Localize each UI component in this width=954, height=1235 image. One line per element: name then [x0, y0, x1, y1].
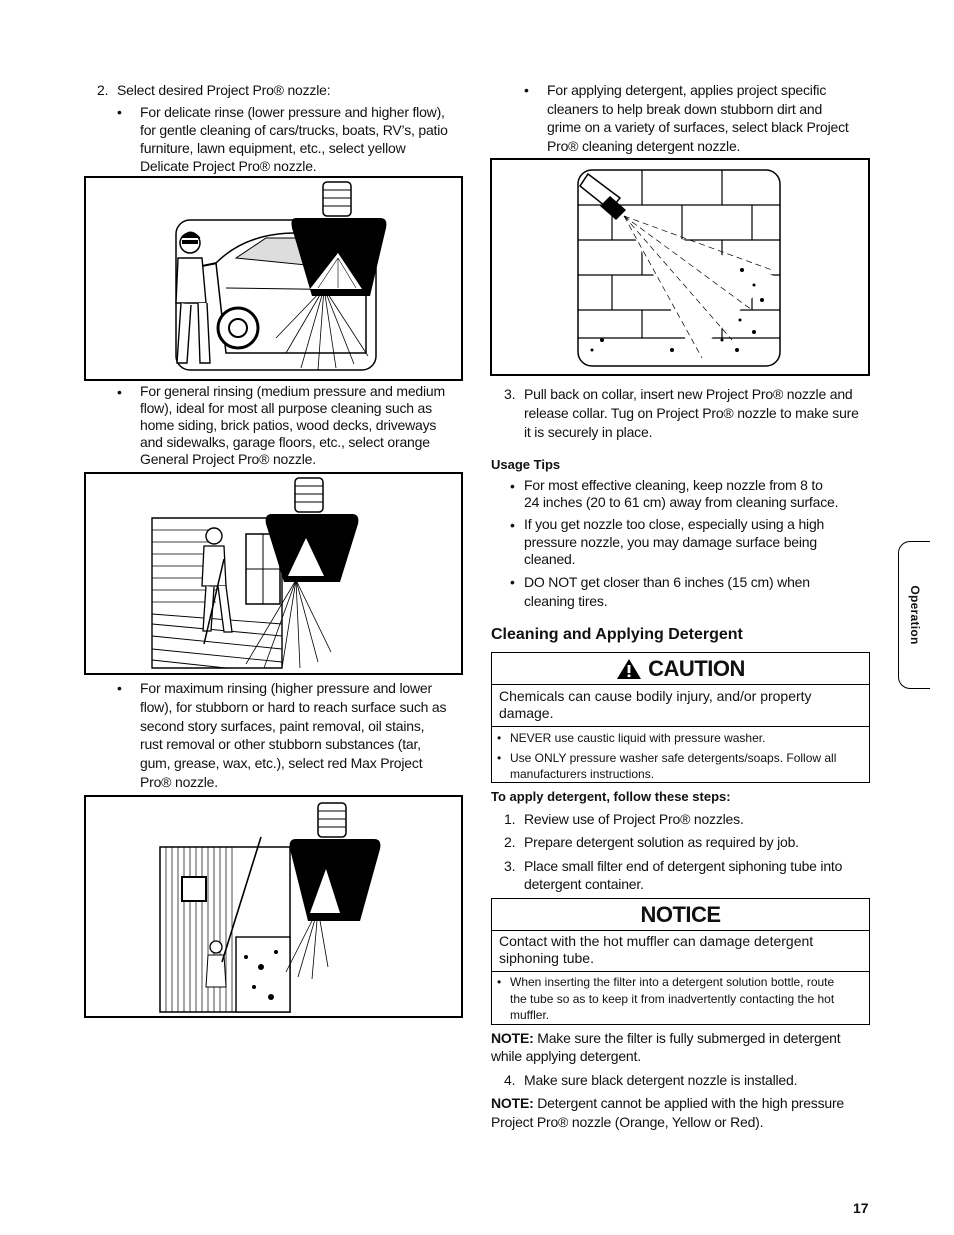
line: Contact with the hot muffler can damage detergent: [499, 933, 814, 949]
line: Pro® cleaning detergent nozzle.: [547, 137, 741, 154]
usage-tip-2: [524, 516, 824, 569]
line: Make sure the filter is fully submerged in detergent: [533, 1030, 841, 1046]
bullet: •: [497, 975, 502, 989]
figure-general-nozzle: [84, 472, 463, 675]
line: cleaned.: [524, 551, 576, 567]
note-1: [491, 1029, 840, 1065]
notice-message: [492, 931, 869, 972]
side-tab-label: Operation: [907, 585, 922, 645]
step-2-number: 2.: [97, 82, 109, 98]
line: siphoning tube.: [499, 950, 594, 966]
line: for gentle cleaning of cars/trucks, boats, RV’s, patio: [140, 122, 448, 138]
line: pressure nozzle, you may damage surface being: [524, 533, 817, 550]
step-3-number-right: 3.: [504, 858, 516, 874]
line: home siding, brick patios, wood decks, driveways: [140, 417, 437, 433]
bullet-black-nozzle: [547, 81, 849, 155]
line: 24 inches (20 to 61 cm) away from cleaning surface.: [524, 494, 839, 510]
usage-tips-title: Usage Tips: [491, 457, 561, 472]
line: For most effective cleaning, keep nozzle from 8 to: [524, 477, 823, 493]
note-2: [491, 1094, 844, 1132]
line: flow), ideal for most all purpose cleaning such as: [140, 400, 432, 416]
line: release collar. Tug on Project Pro® nozzle to make sure: [524, 405, 859, 421]
step-2-number-right: 2.: [504, 834, 516, 850]
line: NEVER use caustic liquid with pressure washer.: [510, 731, 766, 745]
steps-title: To apply detergent, follow these steps:: [491, 789, 731, 804]
line: cleaning tires.: [524, 593, 608, 609]
line: If you get nozzle too close, especially using a high: [524, 516, 825, 532]
house-wash-illustration: [86, 797, 461, 1016]
line: cleaners to help break down stubborn dirt and: [547, 100, 823, 117]
bullet: •: [117, 384, 122, 400]
figure-detergent-nozzle: [490, 158, 870, 376]
caution-item-1: [492, 727, 869, 747]
figure-delicate-nozzle: [84, 176, 463, 381]
caution-header: [492, 653, 869, 685]
deck-wash-illustration: [86, 474, 461, 673]
bullet: •: [117, 104, 122, 120]
car-wash-illustration: [86, 178, 461, 379]
line: second story surfaces, paint removal, oil stains,: [140, 717, 425, 734]
note-label: NOTE:: [491, 1095, 534, 1111]
bullet: •: [497, 750, 502, 765]
caution-item-2: [492, 747, 869, 787]
line: Pro® nozzle.: [140, 773, 218, 790]
step-2-text: Select desired Project Pro® nozzle:: [117, 82, 331, 98]
line: manufacturers instructions.: [510, 767, 655, 781]
bullet: •: [510, 478, 515, 494]
line: Pull back on collar, insert new Project Pro® nozzle and: [524, 386, 853, 402]
notice-item: [492, 972, 869, 1028]
page-number: 17: [853, 1200, 869, 1216]
line: detergent container.: [524, 876, 644, 892]
line: while applying detergent.: [491, 1048, 641, 1064]
line: For general rinsing (medium pressure and medium: [140, 383, 445, 399]
caution-box: [491, 652, 870, 783]
step-3-text-right: [524, 857, 842, 893]
bullet: •: [510, 517, 515, 533]
notice-box: [491, 898, 870, 1025]
notice-header: [492, 899, 869, 931]
line: furniture, lawn equipment, etc., select yellow: [140, 140, 406, 156]
line: For applying detergent, applies project specific: [547, 82, 827, 98]
line: it is securely in place.: [524, 424, 653, 440]
step-1-number: 1.: [504, 811, 516, 827]
caution-message: [492, 685, 869, 727]
bullet: •: [510, 574, 515, 590]
bullet-orange-nozzle: [140, 383, 445, 468]
line: rust removal or other stubborn substances (tar,: [140, 736, 421, 753]
step-2-text-right: Prepare detergent solution as required by job.: [524, 834, 799, 850]
line: Place small filter end of detergent siphoning tube into: [524, 858, 843, 874]
line: grime on a variety of surfaces, select black Project: [547, 119, 849, 135]
brick-wash-illustration: [492, 160, 868, 374]
line: the tube so as to keep it from inadvertently contacting the hot: [510, 991, 835, 1006]
step-3-text: [524, 385, 859, 442]
bullet-yellow-nozzle: [140, 103, 448, 175]
line: Delicate Project Pro® nozzle.: [140, 158, 317, 174]
line: and sidewalks, garage floors, etc., select orange: [140, 434, 430, 450]
section-title: Cleaning and Applying Detergent: [491, 626, 743, 643]
line: Use ONLY pressure washer safe detergents/soaps. Follow all: [510, 750, 837, 765]
line: When inserting the filter into a detergent solution bottle, route: [510, 975, 835, 989]
line: For delicate rinse (lower pressure and higher flow),: [140, 104, 445, 120]
step-4-text: Make sure black detergent nozzle is installed.: [524, 1072, 798, 1088]
line: DO NOT get closer than 6 inches (15 cm) when: [524, 574, 810, 590]
bullet: •: [117, 680, 122, 696]
step-3-number: 3.: [504, 386, 516, 402]
notice-title: NOTICE: [640, 901, 721, 927]
line: Chemicals can cause bodily injury, and/or property: [499, 688, 812, 704]
step-1-text: Review use of Project Pro® nozzles.: [524, 811, 744, 827]
line: flow), for stubborn or hard to reach surface such as: [140, 698, 447, 715]
note-label: NOTE:: [491, 1030, 534, 1046]
bullet: •: [497, 731, 502, 745]
line: muffler.: [510, 1008, 550, 1022]
line: Detergent cannot be applied with the high pressure: [533, 1095, 845, 1111]
figure-max-nozzle: [84, 795, 463, 1018]
section-side-tab: [898, 541, 930, 689]
caution-title: CAUTION: [648, 655, 745, 681]
usage-tip-1: [524, 477, 838, 511]
step-4-number: 4.: [504, 1072, 516, 1088]
bullet-red-nozzle: [140, 679, 446, 792]
usage-tip-3: [524, 573, 810, 611]
line: damage.: [499, 705, 554, 721]
line: gum, grease, wax, etc.), select red Max Project: [140, 755, 423, 772]
line: For maximum rinsing (higher pressure and lower: [140, 680, 432, 696]
warning-triangle-icon: [616, 658, 642, 680]
bullet: •: [524, 82, 529, 98]
line: General Project Pro® nozzle.: [140, 451, 316, 467]
line: Project Pro® nozzle (Orange, Yellow or Red).: [491, 1114, 764, 1130]
